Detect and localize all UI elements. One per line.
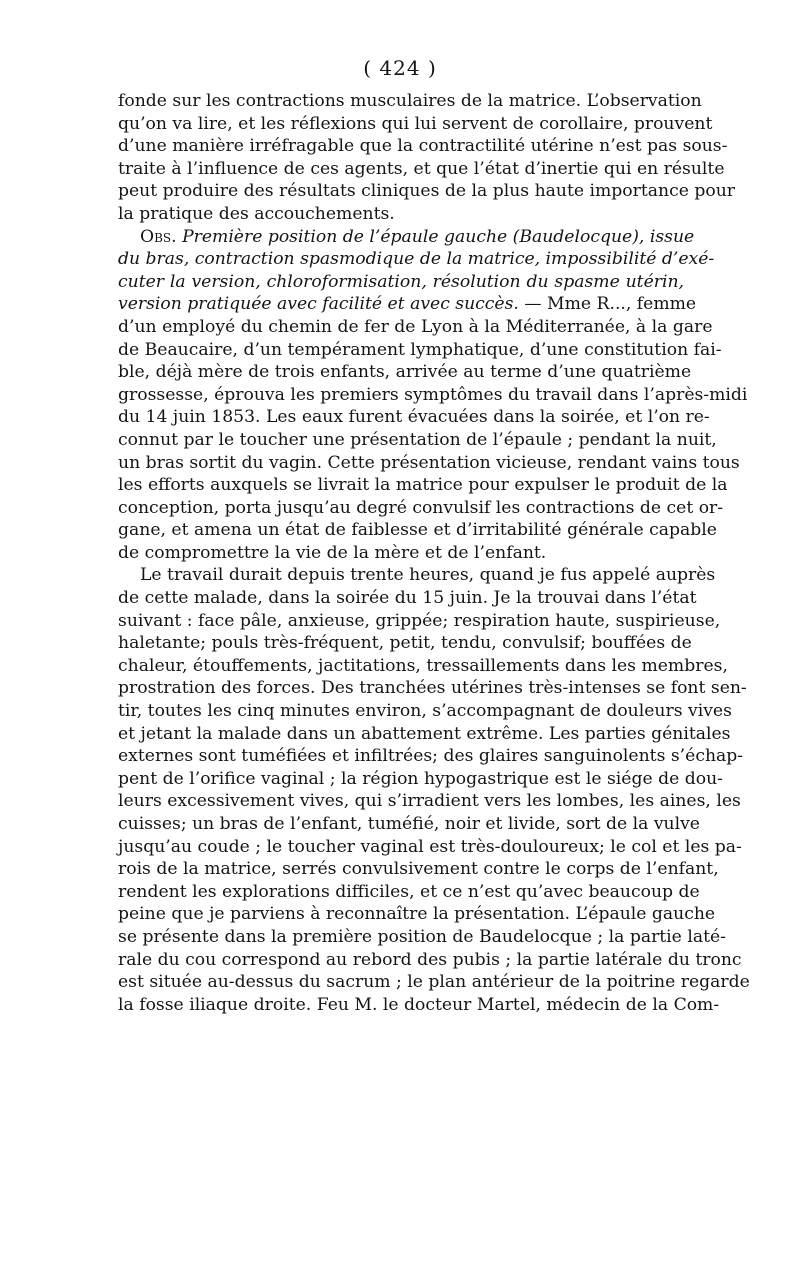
text-line: la pratique des accouchements. xyxy=(118,203,395,224)
text-line: chaleur, étouffements, jactitations, tressaillements dans les membres, xyxy=(118,655,728,676)
text-line: grossesse, éprouva les premiers symptômes du travail dans l’après-midi xyxy=(118,384,748,405)
observation-heading-line xyxy=(118,226,695,249)
text-line: peut produire des résultats cliniques de la plus haute importance pour xyxy=(118,181,735,202)
text-line: traite à l’influence de ces agents, et que l’état d’inertie qui en résulte xyxy=(118,158,725,179)
observation-title: Première position de l’épaule gauche (Baudelocque), issue xyxy=(182,226,695,247)
text-line: fonde sur les contractions musculaires de la matrice. L’observation xyxy=(118,91,702,111)
observation-title-end: version pratiquée avec facilité et avec succès. xyxy=(118,294,519,315)
text-line: leurs excessivement vives, qui s’irradient vers les lombes, les aines, les xyxy=(118,791,741,812)
text-line: ble, déjà mère de trois enfants, arrivée au terme d’une quatrième xyxy=(118,362,692,383)
text-line: rendent les explorations difficiles, et ce n’est qu’avec beaucoup de xyxy=(118,881,700,902)
text-line: connut par le toucher une présentation de l’épaule ; pendant la nuit, xyxy=(118,429,717,450)
text-line: de cette malade, dans la soirée du 15 juin. Je la trouvai dans l’état xyxy=(118,588,697,609)
patient-intro: — Mme R..., femme xyxy=(518,294,697,315)
text-line: un bras sortit du vagin. Cette présentation vicieuse, rendant vains tous xyxy=(118,452,740,473)
text-line: jusqu’au coude ; le toucher vaginal est très-douloureux; le col et les pa- xyxy=(118,836,742,857)
text-line: rale du cou correspond au rebord des pubis ; la partie latérale du tronc xyxy=(118,949,742,970)
text-line: Le travail durait depuis trente heures, quand je fus appelé auprès xyxy=(140,565,716,586)
page-number: ( 424 ) xyxy=(363,56,437,80)
text-line: d’un employé du chemin de fer de Lyon à la Méditerranée, à la gare xyxy=(118,316,713,337)
text-line: rois de la matrice, serrés convulsivement contre le corps de l’enfant, xyxy=(118,859,719,880)
text-line: et jetant la malade dans un abattement extrême. Les parties génitales xyxy=(118,723,731,744)
text-line: du 14 juin 1853. Les eaux furent évacuées dans la soirée, et l’on re- xyxy=(118,407,710,428)
text-line: prostration des forces. Des tranchées utérines très-intenses se font sen- xyxy=(118,678,747,699)
text-line: gane, et amena un état de faiblesse et d’irritabilité générale capable xyxy=(118,520,717,541)
text-line: se présente dans la première position de Baudelocque ; la partie laté- xyxy=(118,926,726,947)
observation-title-line: du bras, contraction spasmodique de la matrice, impossibilité d’exé- xyxy=(118,249,715,270)
text-line: est située au-dessus du sacrum ; le plan antérieur de la poitrine regarde xyxy=(118,972,750,993)
observation-title-line: cuter la version, chloroformisation, résolution du spasme utérin, xyxy=(118,271,684,292)
text-line: d’une manière irréfragable que la contractilité utérine n’est pas sous- xyxy=(118,136,728,157)
text-line: pent de l’orifice vaginal ; la région hypogastrique est le siége de dou- xyxy=(118,768,723,789)
text-line: de compromettre la vie de la mère et de l’enfant. xyxy=(118,542,547,563)
text-line: cuisses; un bras de l’enfant, tuméfié, noir et livide, sort de la vulve xyxy=(118,814,700,834)
text-line: suivant : face pâle, anxieuse, grippée; respiration haute, suspirieuse, xyxy=(118,610,721,631)
text-line: la fosse iliaque droite. Feu M. le docteur Martel, médecin de la Com- xyxy=(118,994,720,1015)
observation-title-line xyxy=(118,293,697,316)
text-line: les efforts auxquels se livrait la matrice pour expulser le produit de la xyxy=(118,475,728,496)
text-line: conception, porta jusqu’au degré convulsif les contractions de cet or- xyxy=(118,497,724,518)
text-line: tir, toutes les cinq minutes environ, s’accompagnant de douleurs vives xyxy=(118,701,732,722)
text-line: peine que je parviens à reconnaître la présentation. L’épaule gauche xyxy=(118,904,716,925)
obs-label: Obs. xyxy=(140,226,177,247)
text-line: qu’on va lire, et les réflexions qui lui servent de corollaire, prouvent xyxy=(118,113,713,134)
body-text xyxy=(118,90,750,1016)
text-line: haletante; pouls très-fréquent, petit, tendu, convulsif; bouffées de xyxy=(118,633,692,654)
text-line: externes sont tuméfiées et infiltrées; des glaires sanguinolents s’échap- xyxy=(118,746,744,767)
text-line: de Beaucaire, d’un tempérament lymphatique, d’une constitution fai- xyxy=(118,339,722,360)
